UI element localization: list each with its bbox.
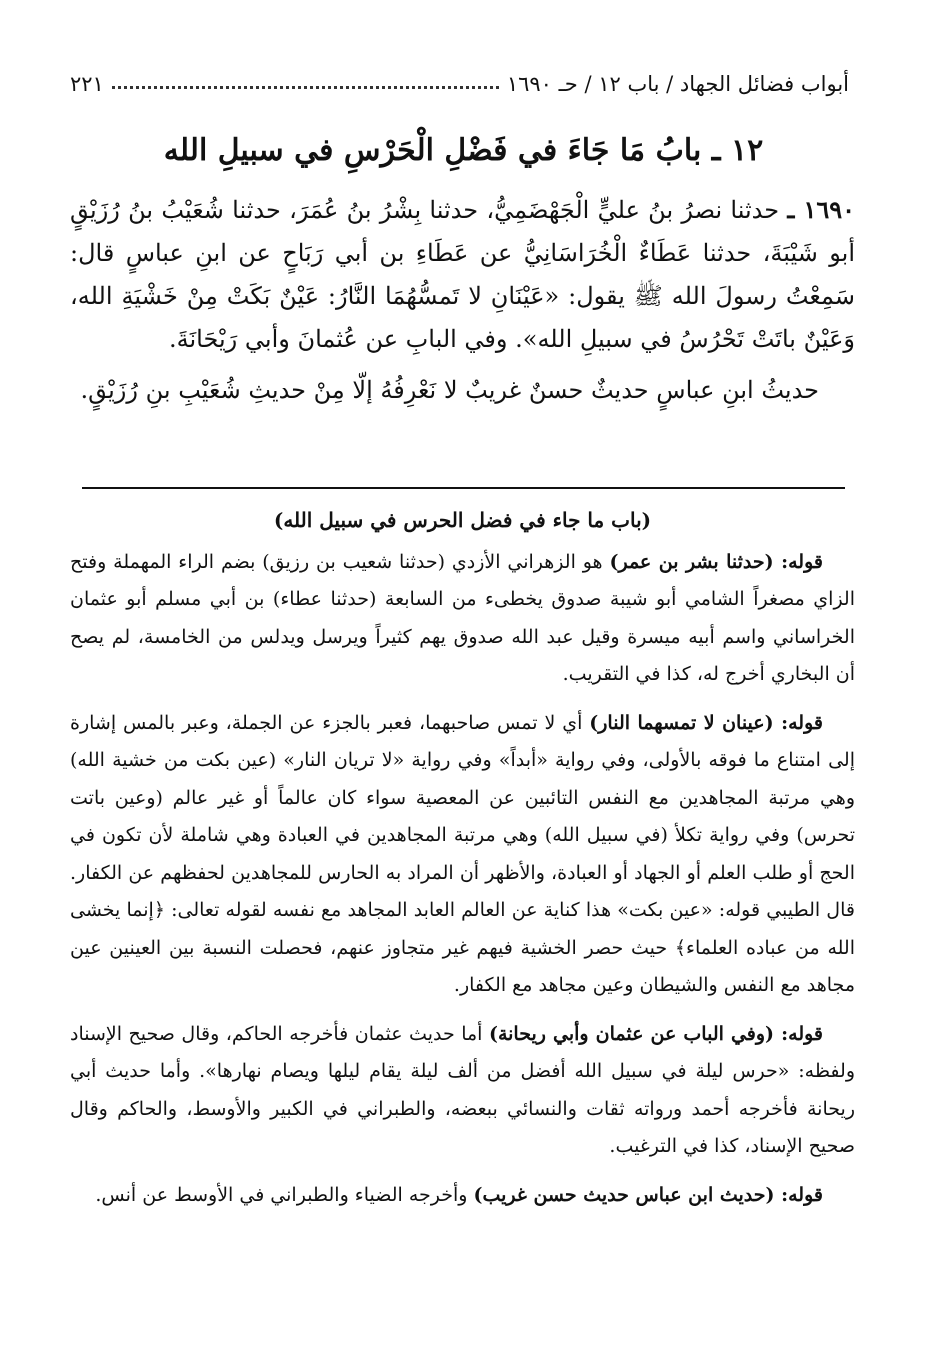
- running-header: [70, 72, 849, 96]
- commentary-quote: قوله: (عينان لا تمسهما النار): [589, 711, 823, 734]
- dot-leader: [112, 86, 499, 89]
- commentary-quote: قوله: (حدثنا بشر بن عمر): [609, 550, 823, 573]
- hadith-body: حدثنا نصرُ بنُ عليٍّ الْجَهْضَمِيُّ، حدثنا بِشْرُ بنُ عُمَرَ، حدثنا شُعَيْبُ بنُ رُزَيْقٍ أبو شَيْبَةَ، حدثنا عَطَاءٌ الْخُرَاسَانِيُّ عن عَطَاءِ بن أبي رَبَاحٍ عن ابنِ عباسٍ قال: سَمِعْتُ رسولَ الله ﷺ يقول: «عَيْنَانِ لا تَمسُّهُمَا النَّارُ: عَيْنٌ بَكَتْ مِنْ خَشْيَةِ الله، وَعَيْنٌ باتَتْ تَحْرُسُ في سبيلِ الله». وفي البابِ عن عُثمانَ وأبي رَيْحَانَةَ.: [70, 196, 855, 353]
- commentary-text: وأخرجه الضياء والطبراني في الأوسط عن أنس.: [95, 1183, 474, 1206]
- commentary-paragraph: [70, 544, 855, 694]
- commentary-quote: قوله: (حديث ابن عباس حديث حسن غريب): [473, 1183, 823, 1206]
- page-number: ٢٢١: [70, 72, 104, 96]
- hadith-paragraph: [70, 188, 855, 361]
- commentary-title: (باب ما جاء في فضل الحرس في سبيل الله): [273, 508, 652, 532]
- running-header-title: أبواب فضائل الجهاد / باب ١٢ / حـ ١٦٩٠: [506, 72, 849, 96]
- commentary-text: أما حديث عثمان فأخرجه الحاكم، وقال صحيح الإسناد ولفظه: «حرس ليلة في سبيل الله أفضل من ألف ليلة يقام ليلها ويصام نهارها». وأما حديث أبي ريحانة فأخرجه أحمد ورواته ثقات والنسائي ببعضه، والطبراني في الكبير والأوسط، والحاكم وقال صحيح الإسناد، كذا في الترغيب.: [70, 1022, 855, 1157]
- hadith-number: ١٦٩٠ ـ: [787, 195, 856, 224]
- commentary-paragraph: [70, 1016, 855, 1166]
- hadith-grading: حديثُ ابنِ عباسٍ حديثٌ حسنٌ غريبٌ لا نَعْرِفُهُ إلّا مِنْ حديثِ شُعَيْبِ بنِ رُزَيْقٍ.: [80, 376, 819, 404]
- commentary-paragraph: [70, 705, 855, 1005]
- commentary-text: أي لا تمس صاحبهما، فعبر بالجزء عن الجملة، وعبر بالمس إشارة إلى امتناع ما فوقه بالأولى، وفي رواية «أبداً» وفي رواية «لا تريان النار» (عين بكت من خشية الله) وهي مرتبة المجاهدين مع النفس التائبين عن المعصية سواء كان عالماً أو غير عالم (وعين باتت تحرس) وفي رواية تكلأ (في سبيل الله) وهي مرتبة المجاهدين في العبادة وهي شاملة لأن تكون في الحج أو طلب العلم أو الجهاد أو العبادة، والأظهر أن المراد به الحارس للمجاهدين لحفظهم عن الكفار. قال الطيبي قوله: «عين بكت» هذا كناية عن العالم العابد المجاهد مع نفسه لقوله تعالى: ﴿إنما يخشى الله من عباده العلماء﴾ حيث حصر الخشية فيهم غير متجاوز عنهم، فحصلت النسبة بين العينين عين مجاهد مع النفس والشيطان وعين مجاهد مع الكفار.: [70, 711, 855, 996]
- hadith-text-block: [70, 188, 855, 412]
- section-divider: [82, 487, 845, 489]
- commentary-paragraph: [70, 1177, 855, 1215]
- commentary-quote: قوله: (وفي الباب عن عثمان وأبي ريحانة): [488, 1022, 824, 1045]
- commentary-text: هو الزهراني الأزدي (حدثنا شعيب بن رزيق) بضم الراء المهملة وفتح الزاي مصغراً الشامي أبو شيبة صدوق يخطىء من السابعة (حدثنا عطاء) بن أبي مسلم أبو عثمان الخراساني واسم أبيه ميسرة وقيل عبد الله صدوق يهم كثيراً ويرسل ويدلس من الخامسة، لم يصح أن البخاري أخرج له، كذا في التقريب.: [70, 550, 855, 685]
- chapter-title: ١٢ ـ بابُ مَا جَاءَ في فَضْلِ الْحَرْسِ في سبيلِ الله: [163, 133, 764, 168]
- commentary-block: [70, 502, 855, 1225]
